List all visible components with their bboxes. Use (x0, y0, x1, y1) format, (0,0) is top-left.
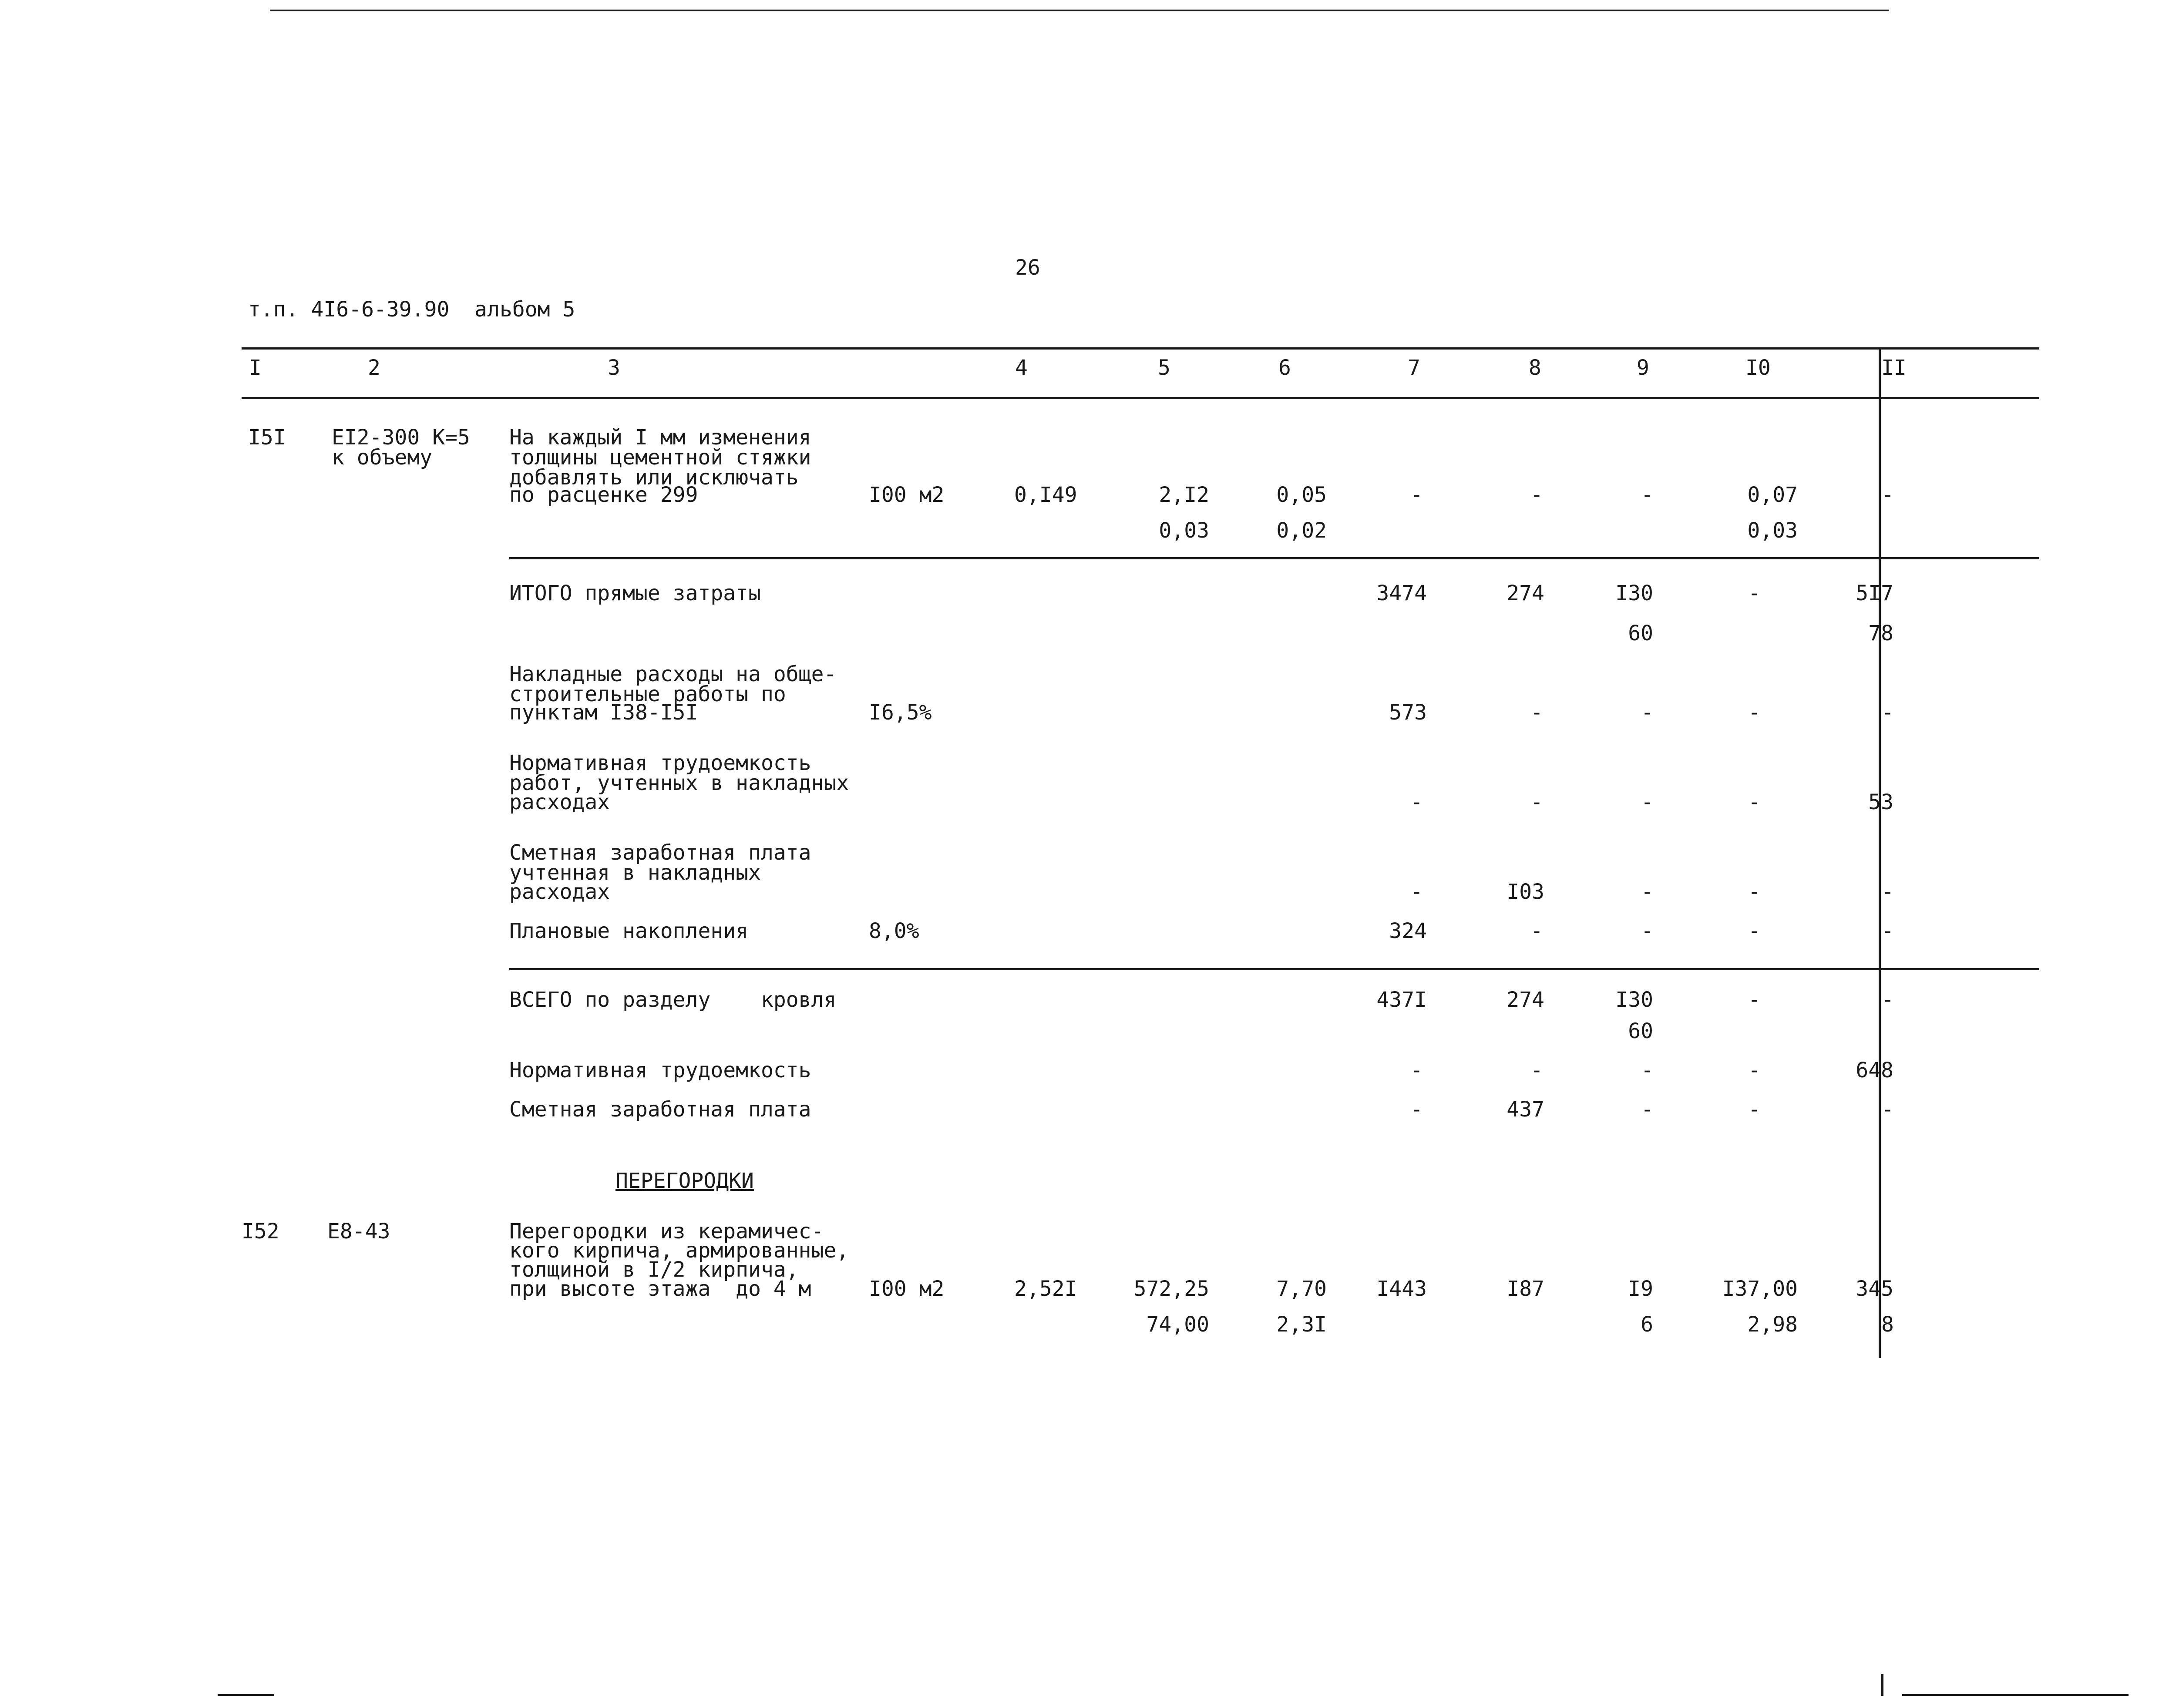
column-header-11: II (1881, 356, 1907, 380)
overhead-col9: - (1641, 700, 1654, 725)
labor-total-col8: - (1530, 1058, 1543, 1083)
itogo-col9-top: I30 (1615, 581, 1653, 605)
row-151-col6-top: 0,05 (1276, 483, 1327, 507)
row-151-col6-bottom: 0,02 (1276, 518, 1327, 543)
bottom-tick (1881, 1674, 1883, 1696)
row-152-description-line-2: кого кирпича, армированные, (509, 1238, 849, 1263)
planned-rate: 8,0% (869, 919, 919, 943)
wage-overhead-col7: - (1410, 880, 1423, 904)
labor-norm-col7: - (1410, 790, 1423, 814)
row-151-description-line-1: На каждый I мм изменения (509, 425, 811, 450)
row-152-col6-top: 7,70 (1276, 1277, 1327, 1301)
labor-norm-label-line-2: работ, учтенных в накладных (509, 771, 849, 795)
wage-total-col10: - (1748, 1097, 1761, 1122)
itogo-col11-top: 5I7 (1856, 581, 1893, 605)
document-reference: т.п. 4I6-6-39.90 альбом 5 (248, 297, 575, 322)
row-151-col5-bottom: 0,03 (1159, 518, 1209, 543)
wage-total-col7: - (1410, 1097, 1423, 1122)
wage-overhead-col9: - (1641, 880, 1654, 904)
total-roof-col7: 437I (1376, 988, 1427, 1012)
planned-col8: - (1530, 919, 1543, 943)
row-152-col5-top: 572,25 (1133, 1277, 1209, 1301)
column-header-7: 7 (1408, 356, 1420, 380)
overhead-col8: - (1530, 700, 1543, 725)
row-151-col5-top: 2,I2 (1159, 483, 1209, 507)
row-151-unit: I00 м2 (869, 483, 945, 507)
column-header-3: 3 (608, 356, 620, 380)
row-151-col8: - (1530, 483, 1543, 507)
wage-overhead-label-line-2: учтенная в накладных (509, 861, 761, 885)
totals-rule (509, 968, 2039, 970)
row-151-col10-bottom: 0,03 (1747, 518, 1798, 543)
row-152-number: I52 (242, 1219, 279, 1244)
row-152-col9-top: I9 (1628, 1277, 1653, 1301)
column-header-6: 6 (1278, 356, 1291, 380)
header-bottom-rule (242, 397, 2039, 399)
row-151-code-note: к объему (332, 445, 433, 470)
row-152-col11-top: 345 (1856, 1277, 1893, 1301)
row-151-col9: - (1641, 483, 1654, 507)
wage-total-col9: - (1641, 1097, 1654, 1122)
planned-label: Плановые накопления (509, 919, 749, 943)
row-152-col10-bottom: 2,98 (1747, 1312, 1798, 1337)
labor-total-col9: - (1641, 1058, 1654, 1083)
total-roof-col9-top: I30 (1615, 988, 1653, 1012)
wage-total-col8: 437 (1507, 1097, 1544, 1122)
row-151-description-line-2: толщины цементной стяжки (509, 445, 811, 470)
labor-total-label: Нормативная трудоемкость (509, 1058, 811, 1083)
column-11-divider (1879, 348, 1881, 1358)
row-152-col7: I443 (1376, 1277, 1427, 1301)
planned-col11: - (1881, 919, 1894, 943)
row-151-col11: - (1881, 483, 1894, 507)
header-top-rule (242, 347, 2039, 350)
row-151-description-line-4: по расценке 299 (509, 483, 698, 507)
planned-col9: - (1641, 919, 1654, 943)
column-header-1: I (249, 356, 262, 380)
labor-norm-col11: 53 (1868, 790, 1893, 814)
row-152-description-line-1: Перегородки из керамичес- (509, 1219, 824, 1244)
planned-col7: 324 (1389, 919, 1427, 943)
page-number: 26 (1015, 256, 1040, 280)
column-header-4: 4 (1015, 356, 1028, 380)
total-roof-col8: 274 (1507, 988, 1544, 1012)
overhead-label-line-1: Накладные расходы на обще- (509, 662, 837, 686)
labor-total-col10: - (1748, 1058, 1761, 1083)
overhead-label-line-3: пунктам I38-I5I (509, 700, 698, 725)
planned-col10: - (1748, 919, 1761, 943)
overhead-rate: I6,5% (869, 700, 932, 725)
wage-overhead-col10: - (1748, 880, 1761, 904)
row-152-description-line-4: при высоте этажа до 4 м (509, 1277, 811, 1301)
labor-norm-col8: - (1530, 790, 1543, 814)
wage-total-col11: - (1881, 1097, 1894, 1122)
column-header-10: I0 (1745, 356, 1771, 380)
wage-overhead-label-line-1: Сметная заработная плата (509, 841, 811, 865)
row-151-bottom-rule (509, 557, 2039, 559)
row-152-unit: I00 м2 (869, 1277, 945, 1301)
row-151-code: EI2-300 K=5 (332, 425, 470, 450)
overhead-label-line-2: строительные работы по (509, 682, 786, 706)
row-152-col9-bottom: 6 (1641, 1312, 1653, 1337)
row-152-description-line-3: толщиной в I/2 кирпича, (509, 1257, 799, 1282)
top-rule (270, 10, 1889, 11)
row-152-col5-bottom: 74,00 (1146, 1312, 1209, 1337)
overhead-col7: 573 (1389, 700, 1427, 725)
bottom-rule-right (1902, 1694, 2129, 1696)
wage-overhead-label-line-3: расходах (509, 880, 610, 904)
overhead-col11: - (1881, 700, 1894, 725)
row-152-col6-bottom: 2,3I (1276, 1312, 1327, 1337)
row-152-code: E8-43 (327, 1219, 390, 1244)
column-header-9: 9 (1637, 356, 1649, 380)
row-151-col10-top: 0,07 (1747, 483, 1798, 507)
row-152-col8: I87 (1507, 1277, 1544, 1301)
labor-norm-col10: - (1748, 790, 1761, 814)
itogo-col7: 3474 (1376, 581, 1427, 605)
column-header-8: 8 (1529, 356, 1541, 380)
wage-total-label: Сметная заработная плата (509, 1097, 811, 1122)
labor-total-col11: 648 (1856, 1058, 1893, 1083)
itogo-col10: - (1748, 581, 1761, 605)
overhead-col10: - (1748, 700, 1761, 725)
labor-norm-col9: - (1641, 790, 1654, 814)
row-151-number: I5I (248, 425, 286, 450)
wage-overhead-col11: - (1881, 880, 1894, 904)
row-152-col10-top: I37,00 (1722, 1277, 1798, 1301)
total-roof-col11: - (1881, 988, 1894, 1012)
section-title: ПЕРЕГОРОДКИ (615, 1169, 754, 1193)
row-152-quantity: 2,52I (1014, 1277, 1077, 1301)
bottom-rule-left (218, 1694, 274, 1696)
row-151-quantity: 0,I49 (1014, 483, 1077, 507)
labor-norm-label-line-3: расходах (509, 790, 610, 814)
wage-overhead-col8: I03 (1507, 880, 1544, 904)
column-header-5: 5 (1158, 356, 1170, 380)
total-roof-col10: - (1748, 988, 1761, 1012)
itogo-label: ИТОГО прямые затраты (509, 581, 761, 605)
itogo-col9-bottom: 60 (1628, 621, 1653, 646)
itogo-col11-bottom: 78 (1868, 621, 1893, 646)
labor-norm-label-line-1: Нормативная трудоемкость (509, 751, 811, 775)
itogo-col8: 274 (1507, 581, 1544, 605)
total-roof-label: ВСЕГО по разделу кровля (509, 988, 837, 1012)
total-roof-col9-bottom: 60 (1628, 1019, 1653, 1043)
row-151-description-line-3: добавлять или исключать (509, 465, 799, 490)
row-152-col11-bottom: 8 (1881, 1312, 1894, 1337)
labor-total-col7: - (1410, 1058, 1423, 1083)
column-header-2: 2 (368, 356, 380, 380)
row-151-col7: - (1410, 483, 1423, 507)
